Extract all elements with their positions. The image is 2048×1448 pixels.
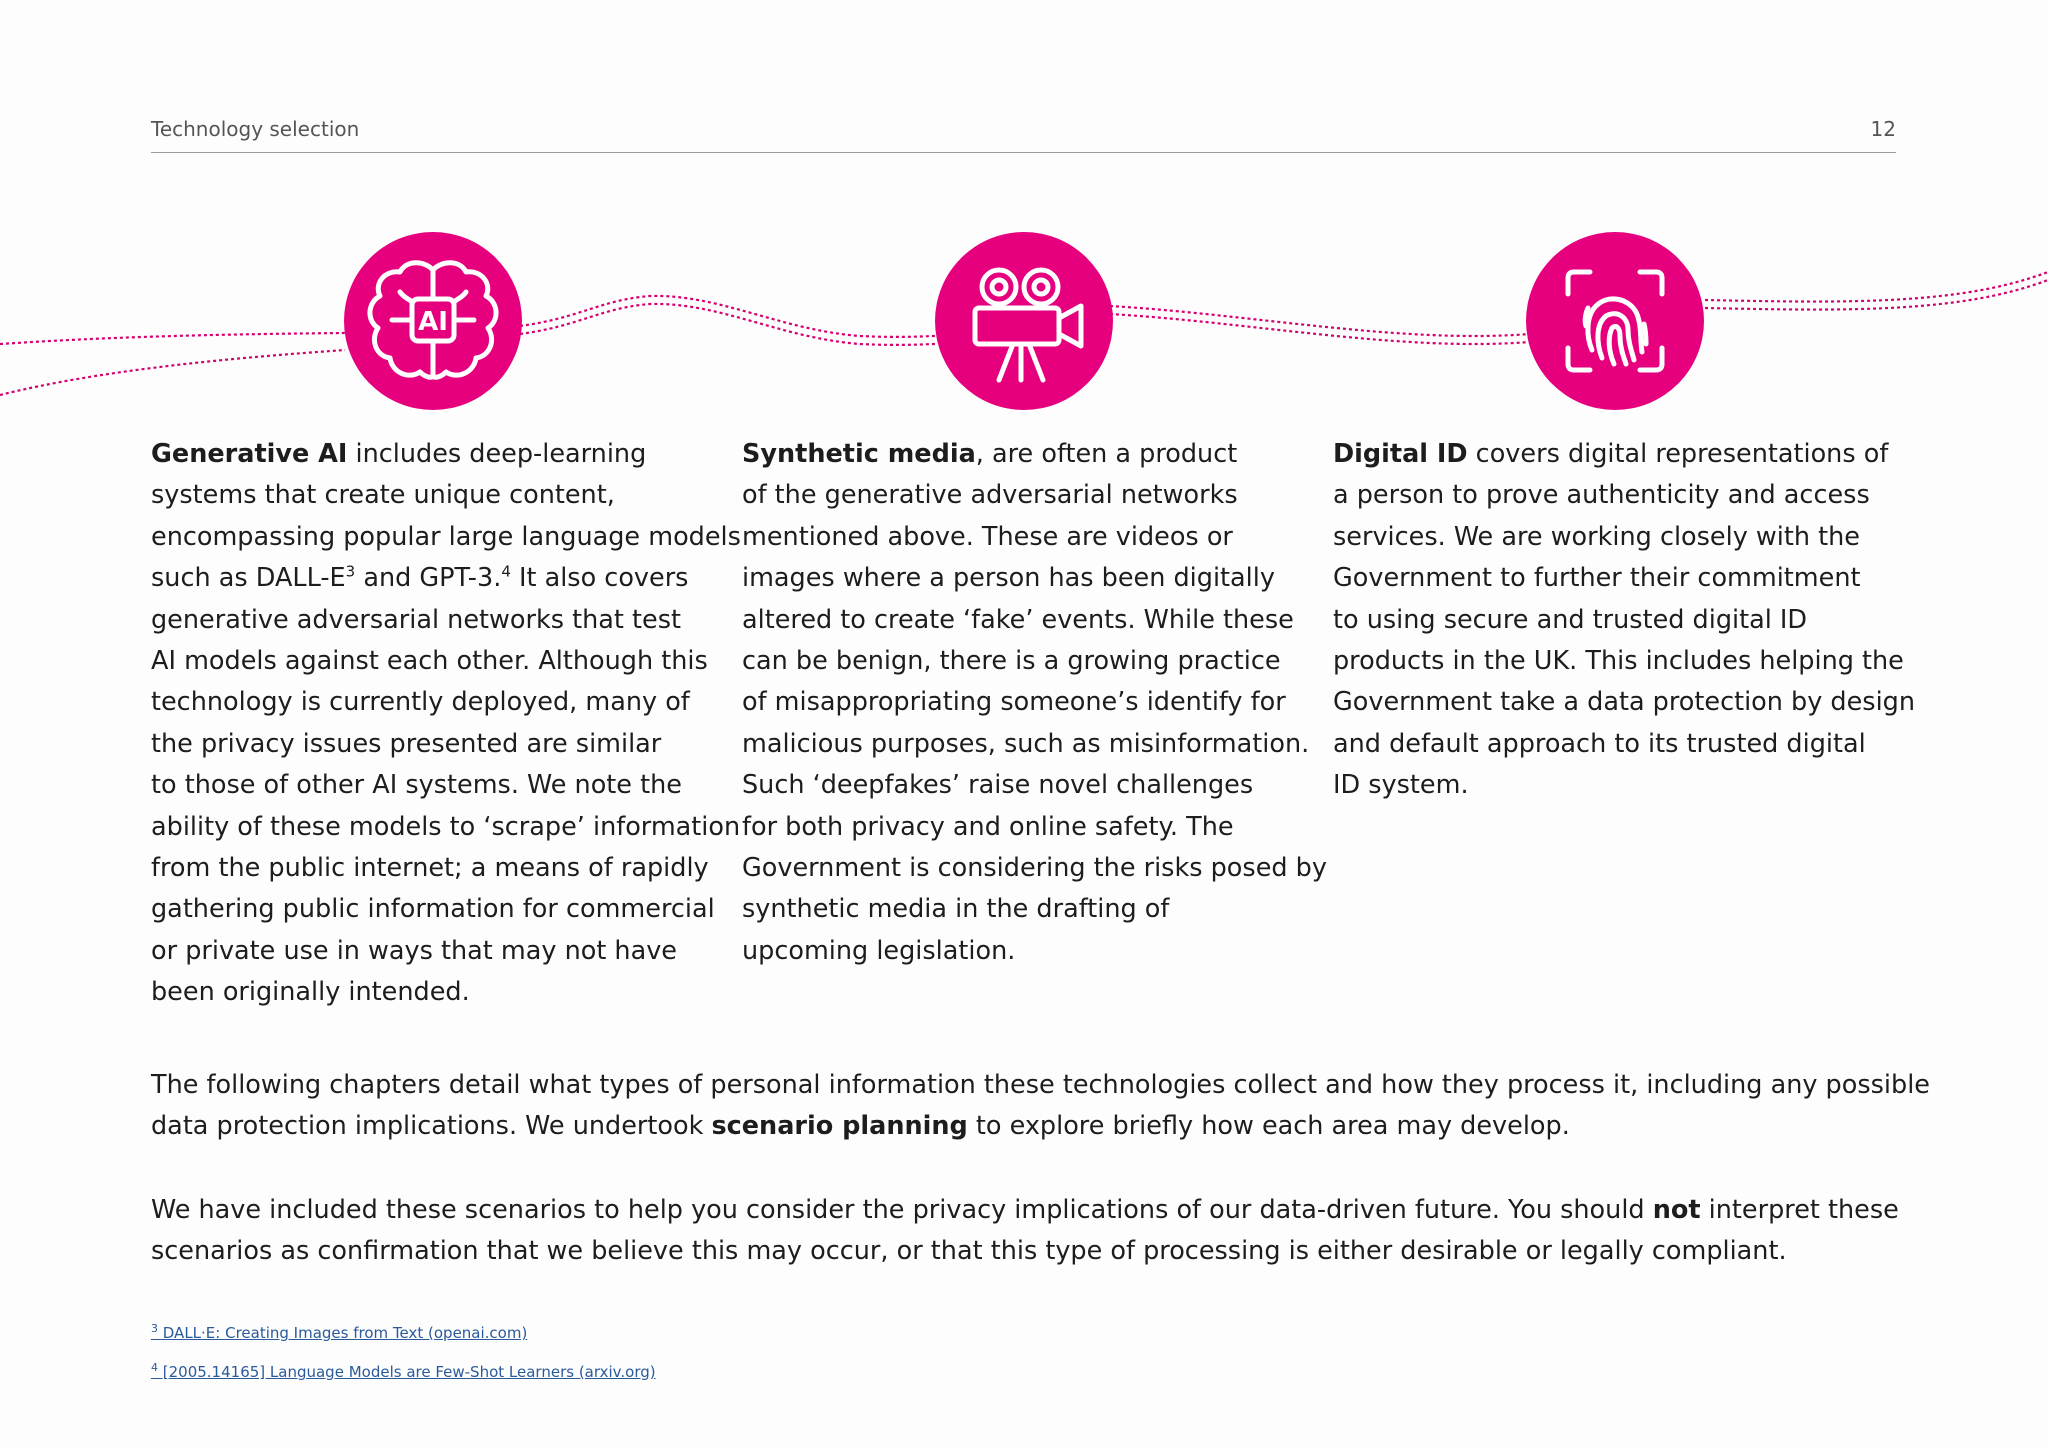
footnote-ref-4[interactable]: 4 bbox=[501, 562, 511, 581]
fingerprint-scan-icon bbox=[1526, 232, 1704, 410]
generative-ai-heading: Generative AI bbox=[151, 439, 348, 469]
scenarios-paragraph: We have included these scenarios to help you consider the privacy implications of our data-driven future. You should not interpret these scenarios as confirmation that we believe this may occur, or that this type of processing is either desirable or legally compliant. bbox=[151, 1195, 1899, 1267]
digital-id-column: Digital ID covers digital representations of a person to prove authenticity and access services. We are working closely with the Government to further their commitment to using secure and trusted digital ID products in the UK. This includes helping the Government take a data protection by design and default approach to its trusted digital ID system. bbox=[1333, 439, 1916, 801]
scenario-planning-emphasis: scenario planning bbox=[711, 1111, 968, 1142]
digital-id-icon-circle bbox=[1526, 232, 1704, 410]
footnote-3-link[interactable]: $^3$ DALL·E: Creating Images from Text (openai.com) bbox=[151, 1322, 528, 1342]
synthetic-media-heading: Synthetic media bbox=[742, 439, 976, 469]
synthetic-media-icon-circle bbox=[935, 232, 1113, 410]
chapters-paragraph: The following chapters detail what types of personal information these technologies collect and how they process it, including any possible data protection implications. We undertook scenario planning to explore briefly how each area may develop. bbox=[151, 1070, 1930, 1142]
footnote-4-link[interactable]: $^4$ [2005.14165] Language Models are Few-Shot Learners (arxiv.org) bbox=[151, 1361, 656, 1381]
ai-badge-text: AI bbox=[418, 307, 448, 337]
generative-ai-icon-circle bbox=[344, 232, 522, 410]
film-camera-icon bbox=[935, 232, 1113, 410]
page-number: 12 bbox=[1870, 117, 1896, 141]
digital-id-heading: Digital ID bbox=[1333, 439, 1468, 469]
generative-ai-column: Generative AI includes deep-learning systems that create unique content, encompassing popular large language models such as DALL-$E^3$ and GPT-3.$^4$ It also covers generative adversarial networks that test AI models against each other. Although this technology is currently deployed, many of the privacy issues presented are similar to those of other AI systems. We note the ability of these models to ‘scrape’ information from the public internet; a means of rapidly gathering public information for commercial or private use in ways that may not have been originally intended. bbox=[151, 439, 741, 1008]
not-emphasis: not bbox=[1652, 1195, 1701, 1225]
brain-ai-icon bbox=[344, 232, 522, 410]
section-title: Technology selection bbox=[151, 117, 360, 141]
footnote-ref-3[interactable]: 3 bbox=[345, 562, 356, 581]
synthetic-media-column: Synthetic media, are often a product of the generative adversarial networks mentioned above. These are videos or images where a person has been digitally altered to create ‘fake’ events. While these can be benign, there is a growing practice of misappropriating someone’s identify for malicious purposes, such as misinformation. Such ‘deepfakes’ raise novel challenges for both privacy and online safety. The Government is considering the risks posed by synthetic media in the drafting of upcoming legislation. bbox=[742, 439, 1327, 966]
